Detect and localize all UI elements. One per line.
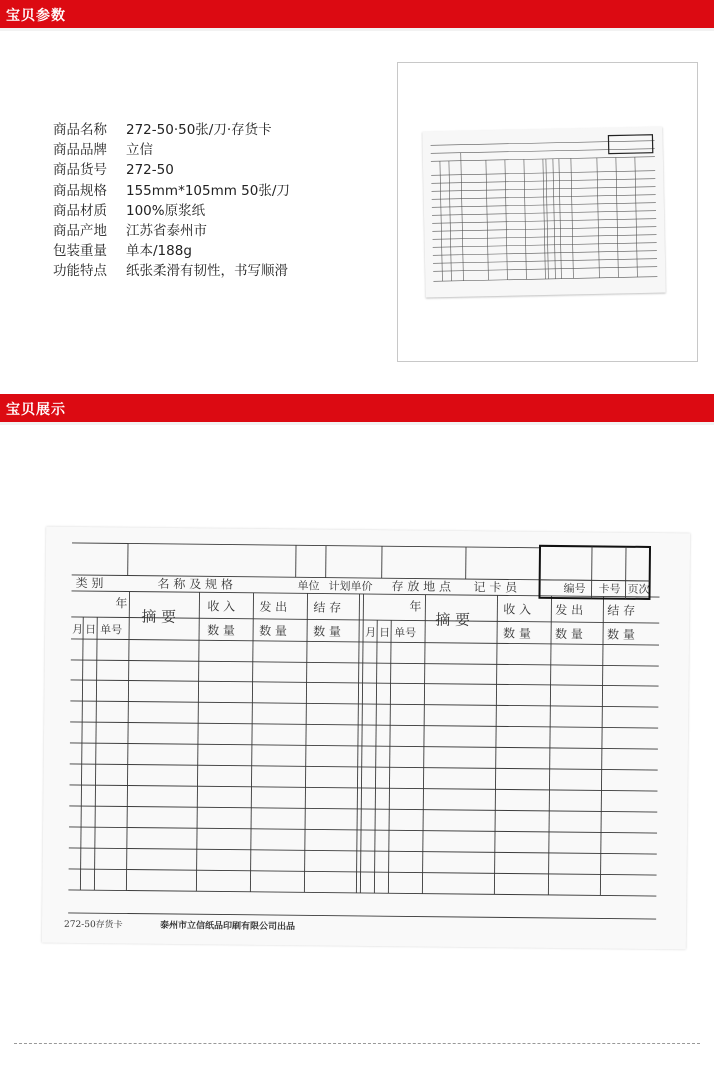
param-value: 100%原浆纸 — [126, 202, 206, 219]
param-row — [53, 120, 290, 140]
col-outgo: 发 出 — [555, 602, 584, 618]
header-number: 编号 — [563, 582, 586, 596]
section-underline — [0, 28, 714, 31]
col-month: 月 — [72, 622, 84, 637]
param-key: 商品材质 — [53, 202, 107, 219]
col-balance-qty: 数 量 — [607, 627, 635, 642]
bottom-divider — [14, 1043, 700, 1044]
col-outgo: 发 出 — [259, 599, 288, 615]
col-year: 年 — [115, 596, 128, 611]
col-balance: 结 存 — [607, 603, 636, 618]
col-doc-no: 单号 — [100, 623, 123, 637]
header-card-clerk: 记 卡 员 — [473, 580, 518, 595]
header-page: 页次 — [627, 582, 650, 596]
header-location: 存 放 地 点 — [391, 579, 452, 594]
inventory-card-form — [42, 527, 690, 950]
header-plan-price: 计划单价 — [328, 579, 373, 594]
param-value: 单本/188g — [126, 243, 192, 260]
param-value: 155mm*105mm 50张/刀 — [126, 182, 290, 199]
section-title: 宝贝展示 — [6, 402, 66, 418]
param-value: 272-50 — [126, 162, 174, 179]
col-balance-qty: 数 量 — [313, 624, 342, 639]
col-income: 收 入 — [503, 602, 532, 617]
param-row — [53, 181, 290, 201]
product-thumbnail[interactable] — [397, 62, 698, 362]
header-category: 类 别 — [75, 575, 104, 591]
param-value: 纸张柔滑有韧性，书写顺滑 — [126, 263, 288, 280]
param-key: 商品产地 — [53, 222, 107, 239]
param-row — [53, 160, 290, 180]
param-key: 商品货号 — [53, 162, 107, 179]
param-key: 功能特点 — [53, 263, 107, 280]
param-value: 立信 — [126, 142, 153, 159]
col-income-qty: 数 量 — [207, 623, 236, 638]
section-header-params — [0, 0, 714, 28]
col-summary: 摘 要 — [141, 607, 177, 627]
footer-maker: 泰州市立信纸品印刷有限公司出品 — [159, 920, 296, 933]
footer-code: 272-50存货卡 — [63, 919, 123, 931]
col-doc-no: 单号 — [394, 626, 417, 640]
col-income-qty: 数 量 — [503, 626, 532, 641]
param-row — [53, 201, 290, 221]
col-day: 日 — [379, 626, 391, 640]
header-name-spec: 名 称 及 规 格 — [157, 576, 233, 592]
param-row — [53, 261, 290, 281]
header-unit: 单位 — [297, 579, 320, 593]
col-month: 月 — [365, 625, 377, 640]
product-params — [53, 120, 290, 282]
section-header-display — [0, 394, 714, 422]
param-row — [53, 140, 290, 160]
param-value: 272-50·50张/刀·存货卡 — [126, 122, 272, 138]
col-outgo-qty: 数 量 — [259, 623, 288, 639]
col-balance: 结 存 — [313, 600, 342, 615]
col-summary: 摘 要 — [435, 610, 471, 630]
col-year: 年 — [409, 599, 422, 614]
col-income: 收 入 — [207, 599, 236, 614]
param-row — [53, 221, 290, 241]
param-key: 商品规格 — [53, 182, 107, 199]
thumbnail-card-image — [422, 127, 665, 298]
thumbnail-card-lines — [422, 127, 665, 298]
param-row — [53, 241, 290, 261]
header-card-no: 卡号 — [598, 582, 621, 596]
section-title: 宝贝参数 — [6, 8, 66, 24]
param-value: 江苏省泰州市 — [126, 222, 207, 239]
param-key: 商品名称 — [53, 122, 107, 138]
param-key: 包装重量 — [53, 243, 107, 260]
section-underline — [0, 422, 714, 425]
col-day: 日 — [85, 623, 97, 637]
param-key: 商品品牌 — [53, 142, 107, 159]
inventory-card-image[interactable] — [42, 527, 690, 950]
col-outgo-qty: 数 量 — [555, 626, 583, 642]
